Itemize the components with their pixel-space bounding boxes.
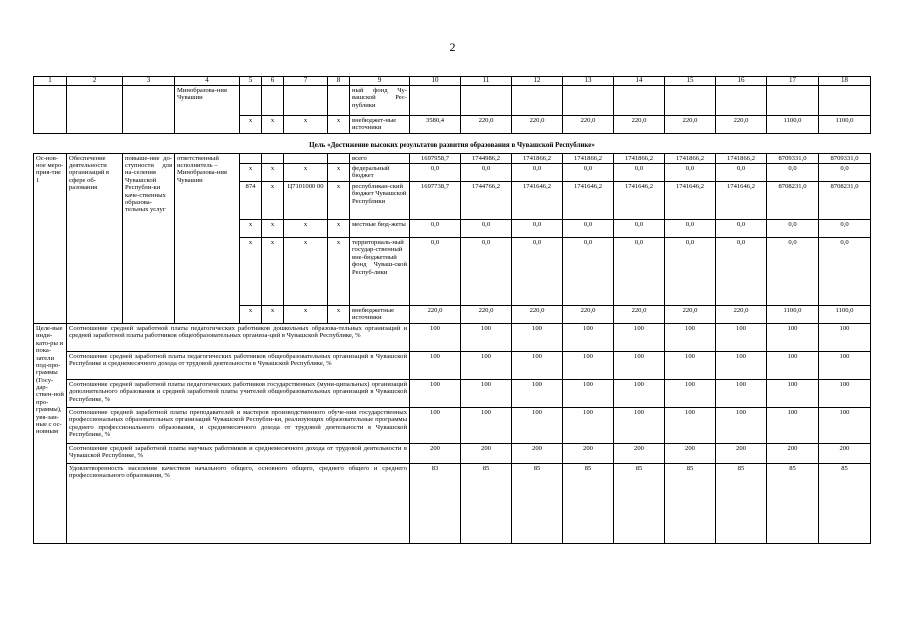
- indicator-row: Соотношение средней заработной платы научных работников и среднемесячного дохода от трудовой деятельности в Чувашской Республике, % 200 200 200 200 200 200 200 200 200: [34, 444, 871, 464]
- top-source-extrabudget: внебюджет-ные источники: [350, 115, 410, 133]
- column-number: 5: [240, 77, 262, 86]
- main-row-local: x x x x местные бюд-жеты 0,0 0,0 0,0 0,0 0,0 0,0 0,0 0,0 0,0: [34, 220, 871, 238]
- column-number: 10: [410, 77, 461, 86]
- top-row-2: x x x x внебюджет-ные источники 3580,4 220,0 220,0 220,0 220,0 220,0 220,0 1100,0 1100,0: [34, 115, 871, 133]
- column-number: 16: [716, 77, 767, 86]
- main-activity-title: Обеспечение деятельности организаций в сфере об-разования: [67, 153, 123, 323]
- column-number: 12: [512, 77, 563, 86]
- program-table: [33, 76, 871, 544]
- indicator-row: Целе-вые инди-като-ры и пока-затели под-про-граммы (Госу-дар-ствен-ной про-граммы), увя-зан-ные с ос-новным Соотношение средней заработной платы педагогических работников дошкольных образова-тельных организаций и средней заработной платы работников общеобразовательных организа-ций в Чувашской Республике, % 100 100 100 100 100 100 100 100 100: [34, 324, 871, 352]
- goal-heading: Цель «Достижение высоких результатов развития образования в Чувашской Республике»: [34, 133, 871, 153]
- main-row-territorial: x x x x территориаль-ный государ-ственный вне-бюджетный фонд Чуваш-ской Респуб-лики 0,0 0,0 0,0 0,0 0,0 0,0 0,0 0,0 0,0: [34, 238, 871, 306]
- column-number: 2: [67, 77, 123, 86]
- main-row-federal: x x x x федеральный бюджет 0,0 0,0 0,0 0,0 0,0 0,0 0,0 0,0 0,0: [34, 164, 871, 182]
- main-activity-label: Ос-нов-ное меро-прия-тие 1: [34, 153, 67, 323]
- main-activity-executor: ответственный исполнитель – Минобразова-ния Чувашии: [175, 153, 240, 323]
- column-number: 11: [461, 77, 512, 86]
- page-number: 2: [449, 40, 456, 54]
- column-number: 13: [563, 77, 614, 86]
- column-number: 3: [123, 77, 175, 86]
- indicator-row: Соотношение средней заработной платы педагогических работников общеобразовательных организаций в Чувашской Республике и среднемесячного дохода от трудовой деятельности в Чувашской Республике, % 100 100 100 100 100 100 100 100 100: [34, 352, 871, 380]
- column-number: 17: [767, 77, 819, 86]
- column-number: 8: [328, 77, 350, 86]
- column-number: 15: [665, 77, 716, 86]
- main-activity-goal: повыше-ние до-ступности для на-селения Чувашской Республи-ки каче-ственных образова-тельных услуг: [123, 153, 175, 323]
- column-number: 14: [614, 77, 665, 86]
- column-number: 1: [34, 77, 67, 86]
- column-number: 9: [350, 77, 410, 86]
- top-executor: Минобразова-ния Чувашии: [175, 85, 240, 133]
- column-number-row: [34, 77, 871, 86]
- indicator-row: Соотношение средней заработной платы преподавателей и мастеров производственного обуче-ния государственных профессиональных образовательных организаций Чувашской Республи-ки, реализующих образовательные программы среднего профессионального образования, и среднемесячного дохода от трудовой деятельности в Чувашской Республике, % 100 100 100 100 100 100 100 100 100: [34, 408, 871, 444]
- indicators-label: Целе-вые инди-като-ры и пока-затели под-про-граммы (Госу-дар-ствен-ной про-граммы), увя-зан-ные с ос-новным: [34, 324, 67, 544]
- column-number: 7: [284, 77, 328, 86]
- column-number: 4: [175, 77, 240, 86]
- indicator-row: Удовлетворенность населения качеством начального общего, основного общего, среднего общего и среднего профессионального образования, % 83 85 85 85 85 85 85 85 85: [34, 464, 871, 544]
- main-row-extrabudget: x x x x внебюджетные источники 220,0 220,0 220,0 220,0 220,0 220,0 220,0 1100,0 1100,0: [34, 306, 871, 324]
- main-row-republic: 874 x Ц7101000 00 x республикан-ский бюджет Чувашской Республики 1697738,7 1744766,2 1741646,2 1741646,2 1741646,2 1741646,2 1741646,2 8708231,0 8708231,0: [34, 182, 871, 220]
- top-source-territorial: ный фонд Чу-вашской Рес-публики: [350, 85, 410, 115]
- column-number: 18: [819, 77, 871, 86]
- goal-row: [34, 133, 871, 153]
- column-number: 6: [262, 77, 284, 86]
- indicator-row: Соотношение средней заработной платы педагогических работников государственных (муни-ципальных) организаций дополнительного образования и средней заработной платы учителей общеобразовательных организаций в Чувашской Республике, % 100 100 100 100 100 100 100 100 100: [34, 380, 871, 408]
- main-row-total: Ос-нов-ное меро-прия-тие 1 Обеспечение деятельности организаций в сфере об-разования повыше-ние до-ступности для на-селения Чувашской Республи-ки каче-ственных образова-тельных услуг ответственный исполнитель – Минобразова-ния Чувашии всего 1697958,7 1744986,2 1741866,2 1741866,2 1741866,2 1741866,2 1741866,2 8709331,0 8709331,0: [34, 153, 871, 163]
- top-row-1: [34, 85, 871, 115]
